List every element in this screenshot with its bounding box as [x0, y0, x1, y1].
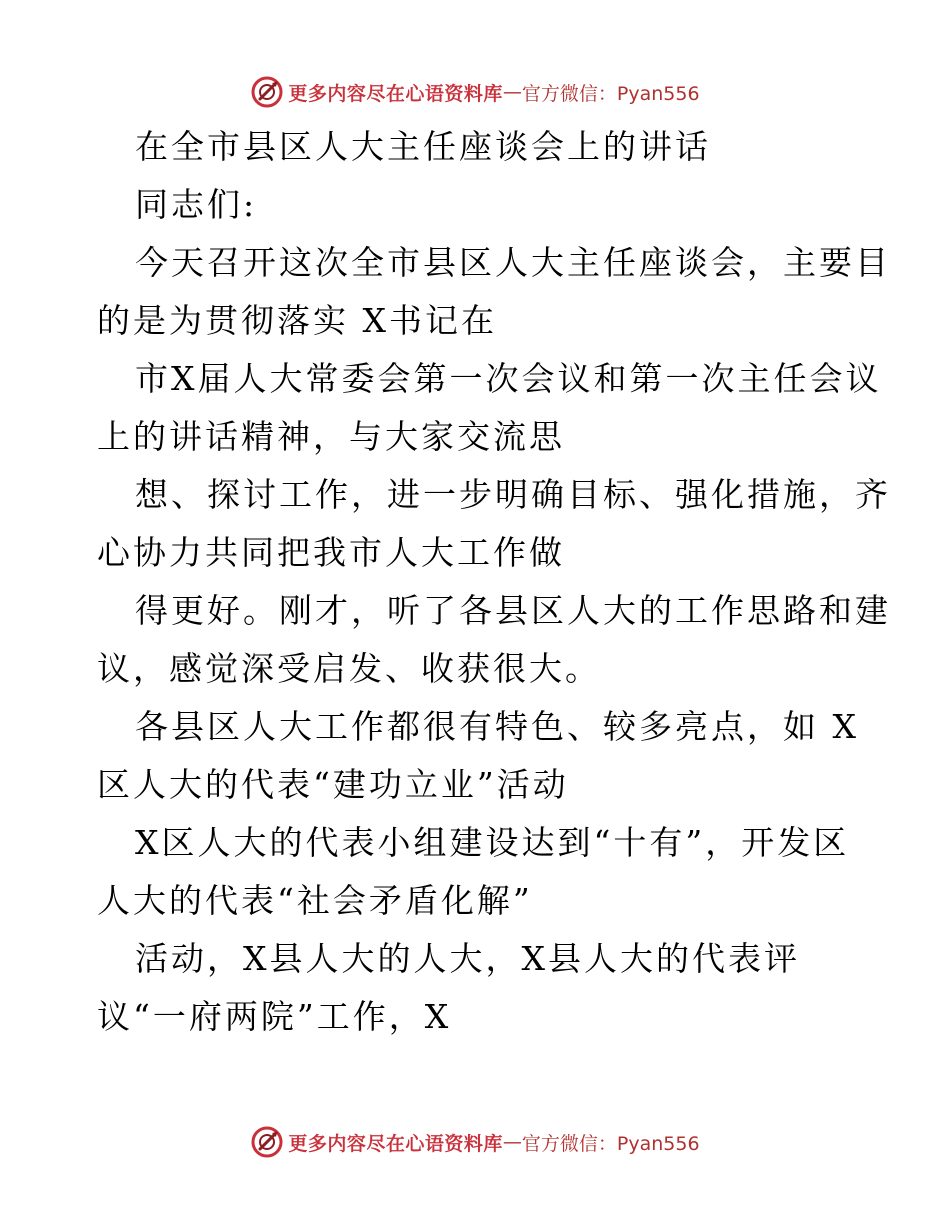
watermark-main-text: 更多内容尽在心语资料库: [288, 82, 503, 105]
paragraph-line: 各县区人大工作都很有特色、较多亮点，如 X: [135, 707, 859, 746]
watermark-wechat-text: 官方微信：Pyan556: [521, 1132, 700, 1155]
paragraph-line: 区人大的代表“建功立业”活动: [97, 765, 569, 804]
header-watermark: [0, 72, 950, 112]
watermark-wechat-text: 官方微信：Pyan556: [521, 82, 700, 105]
footer-watermark: [0, 1122, 950, 1162]
salutation: 同志们:: [135, 185, 258, 224]
paragraph-line: 议，感觉深受启发、收获很大。: [97, 649, 601, 688]
watermark-main-text: 更多内容尽在心语资料库: [288, 1132, 503, 1155]
paragraph-line: 心协力共同把我市人大工作做: [97, 533, 565, 572]
document-title: 在全市县区人大主任座谈会上的讲话: [135, 127, 711, 166]
document-body: [97, 118, 891, 1046]
paragraph-line: 活动，X县人大的人大，X县人大的代表评: [135, 939, 800, 978]
watermark-logo-icon: [250, 75, 284, 109]
paragraph-line: 今天召开这次全市县区人大主任座谈会，主要目: [135, 243, 891, 282]
watermark-dash: —: [502, 1131, 522, 1153]
paragraph-line: 上的讲话精神，与大家交流思: [97, 417, 565, 456]
watermark-dash: —: [502, 81, 522, 103]
paragraph-line: X区人大的代表小组建设达到“十有”，开发区: [135, 823, 850, 862]
paragraph-line: 议“一府两院”工作，X: [97, 997, 452, 1036]
paragraph-line: 的是为贯彻落实 X书记在: [97, 301, 497, 340]
paragraph-line: 想、探讨工作，进一步明确目标、强化措施，齐: [135, 475, 891, 514]
paragraph-line: 人大的代表“社会矛盾化解”: [97, 881, 533, 920]
watermark-logo-icon: [250, 1125, 284, 1159]
paragraph-line: 市X届人大常委会第一次会议和第一次主任会议: [135, 359, 882, 398]
paragraph-line: 得更好。刚才，听了各县区人大的工作思路和建: [135, 591, 891, 630]
